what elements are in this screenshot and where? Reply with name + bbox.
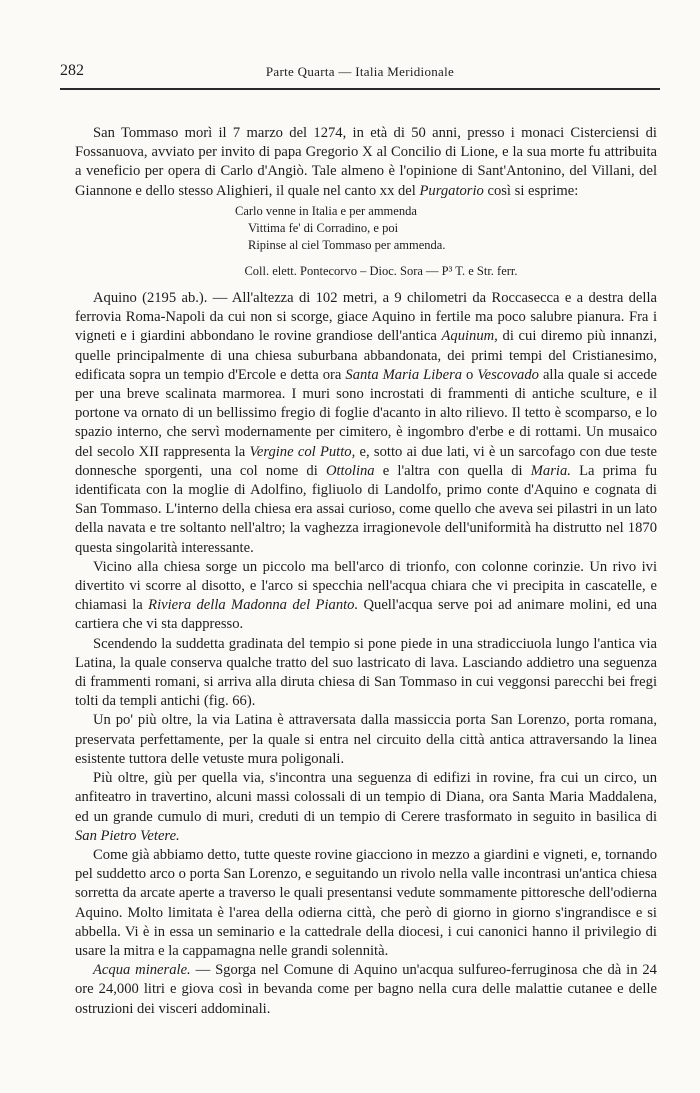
verse-quote [235, 203, 657, 254]
paragraph-via-latina: Scendendo la suddetta gradinata del tempio si pone piede in una stradicciuola lungo l'antica via Latina, la quale conserva qualche tratto del suo lastricato di lava. Lasciando addietro una seguenza di frammenti romani, si arriva alla diruta chiesa di San Tommaso in cui veggonsi parecchi bei fregi tolti da templi antichi (fig. 66). [75, 635, 657, 710]
running-title: Parte Quarta — Italia Meridionale [265, 64, 455, 79]
page-body [75, 124, 657, 1019]
verse-line: Ripinse al ciel Tommaso per ammenda. [248, 237, 446, 252]
entry-heading: Aquino [93, 290, 137, 307]
paragraph-rovine: Più oltre, giù per quella via, s'incontra una seguenza di edifizi in rovine, fra cui un circo, un anfiteatro in travertino, alcuni massi colossali di un tempio di Diana, ora Santa Maria Maddalena, ed un grande cumulo di muri, creduti di un tempio di Cerere trasformato in seguito in basilica di San Pietro Vetere. [75, 770, 657, 844]
verse-line: Carlo venne in Italia e per ammenda [235, 203, 417, 218]
collegio-line: Coll. elett. Pontecorvo – Dioc. Sora — P³ T. e Str. ferr. [244, 263, 518, 278]
paragraph-odierna-aquino: Come già abbiamo detto, tutte queste rovine giacciono in mezzo a giardini e vigneti, e, tornando pel suddetto arco o porta San Lorenzo, e seguitando un rivolo nella valle incontrasi un'antica chiesa sorretta da arcate aperte a traverso le quali presentansi vedute sommamente pittoresche dell'odierna Aquino. Molto limitata è l'area della odierna città, che però di giorno in giorno s'ingrandisce e si abbella. Vi è in essa un seminario e la cattedrale della diocesi, i cui canonici hanno il privilegio di usare la mitra e la cappamagna nelle grandi solennità. [75, 846, 657, 959]
page-header [60, 58, 660, 90]
page-number: 282 [60, 62, 84, 79]
verse-line: Vittima fe' di Corradino, e poi [248, 220, 399, 235]
paragraph-acqua-minerale: Acqua minerale. — Sgorga nel Comune di Aquino un'acqua sulfureo-ferruginosa che dà in 24 ore 24,000 litri e giova così in bevanda come per bagno nella cura delle malattie cutanee e delle ostruzioni dei visceri addominali. [75, 962, 657, 1017]
paragraph-san-tommaso: San Tommaso morì il 7 marzo del 1274, in età di 50 anni, presso i monaci Cisterciensi di Fossanuova, avviato per invito di papa Gregorio X al Concilio di Lione, e la sua morte fu attribuita a veneficio per opera di Carlo d'Angiò. Tale almeno è l'opinione di Sant'Antonino, del Villani, del Giannone e dello stesso Alighieri, il quale nel canto xx del Purgatorio così si esprime: [75, 125, 657, 199]
paragraph-porta-san-lorenzo: Un po' più oltre, la via Latina è attraversata dalla massiccia porta San Lorenzo, porta romana, preservata perfettamente, per la quale si entra nel circuito della città antica attraversando la linea esistente tuttora delle vetuste mura poligonali. [75, 712, 657, 767]
paragraph-aquino: Aquino (2195 ab.). — All'altezza di 102 metri, a 9 chilometri da Roccasecca e a destra della ferrovia Roma-Napoli da cui non si scorge, giace Aquino in fertile ma poco salubre pianura. Fra i vigneti e i giardini abbondano le rovine grandiose dell'antica Aquinum, di cui diremo più innanzi, quelle principalmente di una chiesa suburbana abbandonata, dei primi tempi del Cristianesimo, edificata sopra un tempio d'Ercole e detta ora Santa Maria Libera o Vescovado alla quale si accede per una breve scalinata marmorea. I muri sono incrostati di frammenti di antiche sculture, e il portone va ornato di un bellissimo fregio di foglie d'acanto in alto rilievo. Il tetto è scomparso, e lo spazio interno, che servì modernamente per cimitero, è ingombro d'erbe e di rottami. Un musaico del secolo XII rappresenta la Vergine col Putto, e, sotto ai due lati, vi è un sarcofago con due teste donnesche sporgenti, una col nome di Ottolina e l'altra con quella di Maria. La prima fu identificata con la moglie di Adolfino, figliuolo di Landolfo, primo conte d'Aquino e cognata di San Tommaso. L'interno della chiesa era assai curioso, come quello che aveva sei pilastri in un lato della navata e tre soltanto nell'altro; la vaghezza irragionevole dell'uniformità ha distrutto nel 1870 questa singolarità interessante. [75, 290, 658, 556]
paragraph-arco: Vicino alla chiesa sorge un piccolo ma bell'arco di trionfo, con colonne corinzie. Un rivo ivi divertito vi scorre al disotto, e l'arco si specchia nell'acqua chiara che vi precipita in cascatelle, e chiamasi la Riviera della Madonna del Pianto. Quell'acqua serve poi ad animare molini, ed una cartiera che vi sta dappresso. [75, 558, 658, 633]
